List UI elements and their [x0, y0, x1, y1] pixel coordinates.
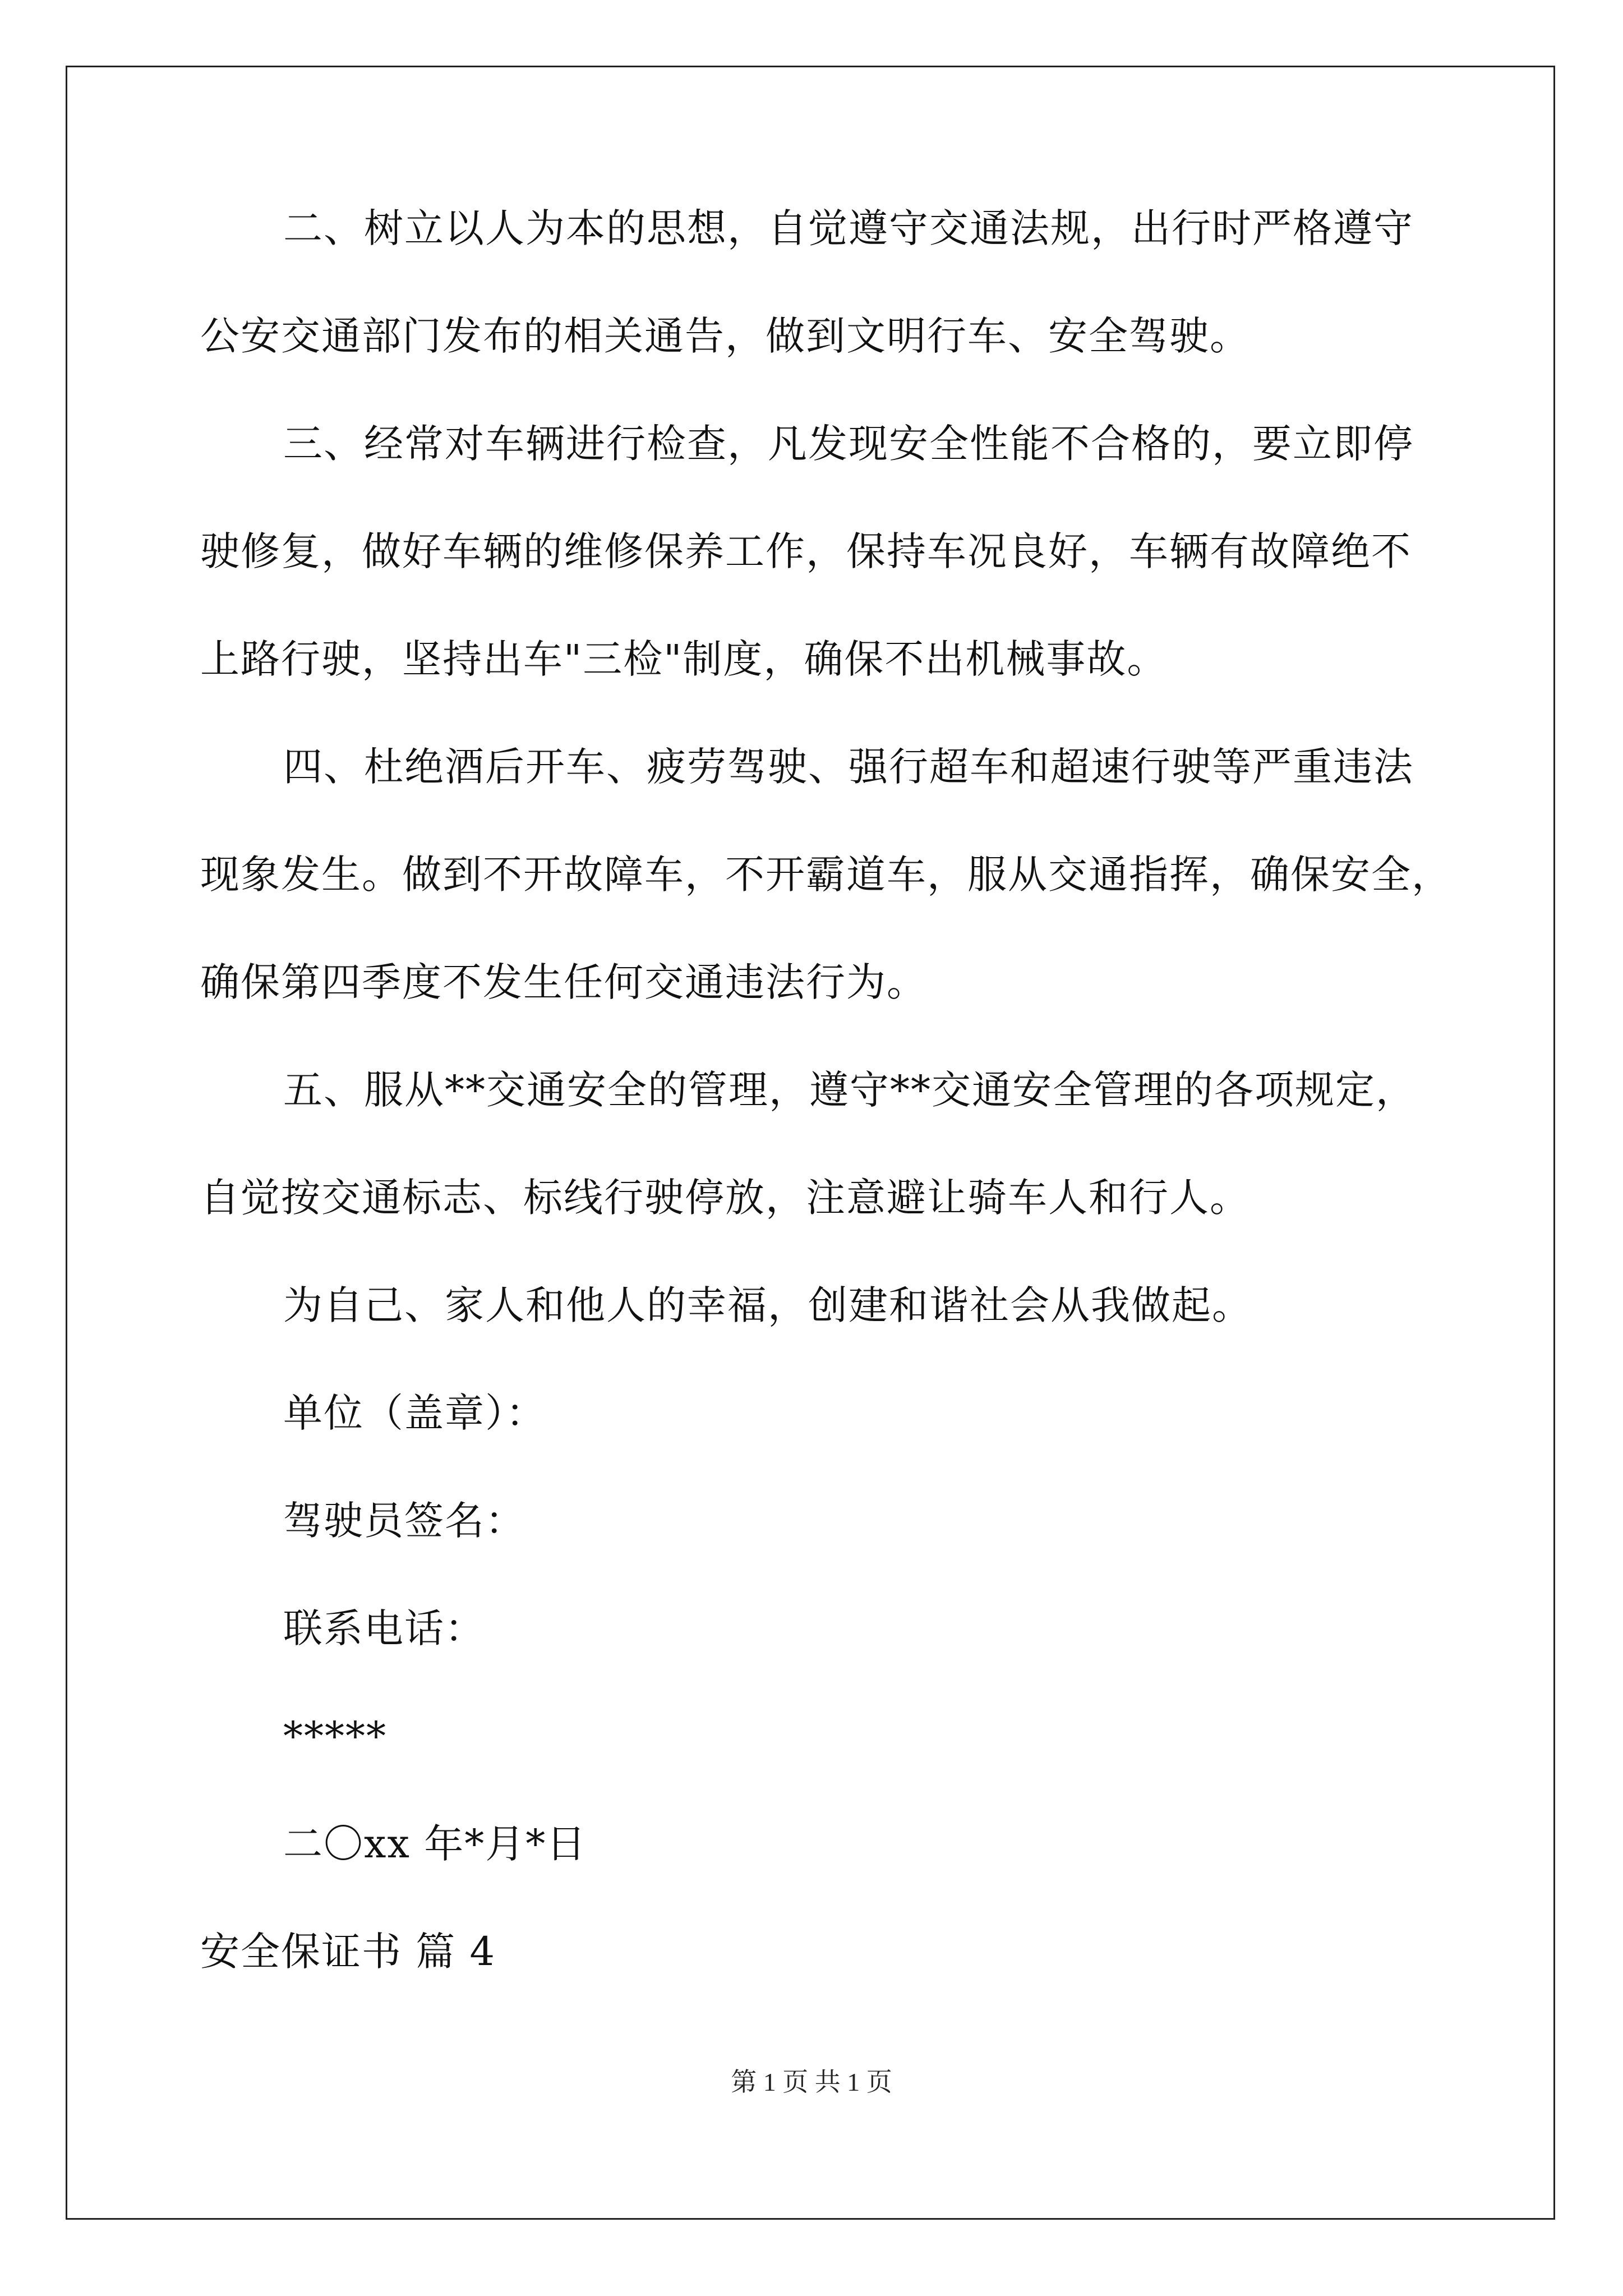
paragraph-line: 四、杜绝酒后开车、疲劳驾驶、强行超车和超速行驶等严重违法: [283, 744, 1414, 790]
masked-name: *****: [283, 1713, 387, 1759]
paragraph-line: 确保第四季度不发生任何交通违法行为。: [200, 959, 927, 1005]
paragraph-5: [200, 1064, 1417, 1224]
paragraph-line: 驶修复，做好车辆的维修保养工作，保持车况良好，车辆有故障绝不: [200, 528, 1412, 574]
document-date: 二〇xx 年*月*日: [283, 1821, 587, 1867]
paragraph-line: 公安交通部门发布的相关通告，做到文明行车、安全驾驶。: [200, 313, 1250, 359]
paragraph-line: 五、服从**交通安全的管理，遵守**交通安全管理的各项规定，: [283, 1067, 1416, 1113]
paragraph-2: [200, 202, 1417, 362]
driver-signature-label: 驾驶员签名：: [283, 1498, 525, 1544]
paragraph-line: 三、经常对车辆进行检查，凡发现安全性能不合格的，要立即停: [283, 421, 1414, 467]
paragraph-line: 上路行驶，坚持出车"三检"制度，确保不出机械事故。: [200, 636, 1168, 682]
page-number-footer: 第 1 页 共 1 页: [731, 2068, 892, 2096]
paragraph-4: [200, 740, 1452, 1009]
paragraph-line: 二、树立以人为本的思想，自觉遵守交通法规，出行时严格遵守: [283, 205, 1414, 251]
unit-seal-label: 单位（盖章）：: [283, 1390, 546, 1436]
document-body: [200, 202, 1452, 1978]
paragraph-3: [200, 417, 1417, 685]
paragraph-line: 自觉按交通标志、标线行驶停放，注意避让骑车人和行人。: [200, 1175, 1250, 1221]
next-section-title: 安全保证书 篇 4: [200, 1929, 496, 1975]
closing-statement: 为自己、家人和他人的幸福，创建和谐社会从我做起。: [283, 1282, 1252, 1328]
phone-label: 联系电话：: [283, 1605, 485, 1651]
paragraph-line: 现象发生。做到不开故障车，不开霸道车，服从交通指挥，确保安全，: [200, 852, 1452, 898]
